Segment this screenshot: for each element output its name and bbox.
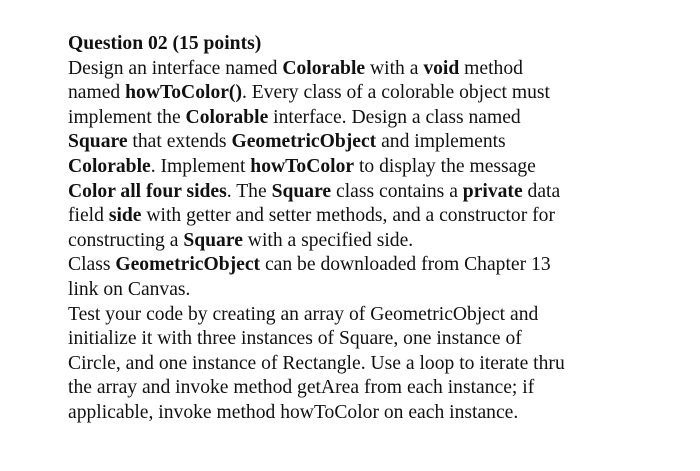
paragraph-test-instructions: [68, 303, 688, 426]
text-segment: and implements: [376, 131, 506, 153]
text-segment: that extends: [127, 131, 232, 153]
text-line: [68, 278, 688, 303]
text-line: [68, 229, 688, 254]
text-segment: method: [459, 57, 523, 79]
text-segment: to display the message: [354, 155, 536, 177]
text-segment: interface. Design a class named: [268, 106, 521, 128]
text-segment: with a: [365, 57, 424, 79]
bold-text: Square: [183, 229, 243, 251]
bold-text: Colorable: [282, 57, 366, 79]
bold-text: private: [462, 180, 523, 202]
bold-text: howToColor(): [125, 82, 242, 104]
text-line: [68, 327, 688, 352]
text-segment: Class: [68, 254, 116, 276]
text-line: [68, 352, 688, 377]
paragraph-interface-design: [68, 57, 688, 254]
bold-text: void: [423, 57, 460, 79]
text-segment: Design an interface named: [68, 57, 283, 79]
text-segment: constructing a: [68, 229, 184, 251]
text-segment: . Every class of a colorable object must: [242, 82, 550, 104]
paragraph-download-note: [68, 253, 688, 302]
text-line: [68, 180, 688, 205]
text-segment: with getter and setter methods, and a constructor for: [141, 205, 556, 227]
text-line: [68, 401, 688, 426]
text-segment: Circle, and one instance of Rectangle. Use a loop to iterate thru: [68, 352, 565, 374]
text-segment: class contains a: [331, 180, 463, 202]
question-title: Question 02 (15 points): [68, 33, 262, 54]
bold-text: howToColor: [250, 155, 355, 177]
text-segment: can be downloaded from Chapter 13: [260, 254, 551, 276]
bold-text: Square: [271, 180, 332, 202]
text-line: [68, 81, 688, 106]
text-segment: implement the: [68, 106, 186, 128]
text-line: [68, 204, 688, 229]
bold-text: Square: [68, 131, 128, 153]
text-line: [68, 155, 688, 180]
question-document: [68, 32, 688, 426]
bold-text: Colorable: [185, 106, 269, 128]
text-line: [68, 57, 688, 82]
bold-text: GeometricObject: [115, 254, 261, 276]
text-line: [68, 130, 688, 155]
text-line: [68, 106, 688, 131]
text-segment: link on Canvas.: [68, 278, 191, 300]
text-segment: applicable, invoke method howToColor on each instance.: [68, 401, 519, 423]
text-segment: . Implement: [150, 155, 251, 177]
text-segment: named: [68, 82, 126, 104]
text-line: [68, 253, 688, 278]
text-segment: data: [522, 180, 561, 202]
text-line: [68, 376, 688, 401]
bold-text: Color all four sides: [68, 180, 227, 202]
bold-text: GeometricObject: [231, 131, 377, 153]
text-line: [68, 303, 688, 328]
bold-text: Colorable: [68, 155, 151, 177]
text-segment: initialize it with three instances of Square, one instance of: [68, 328, 522, 350]
text-segment: field: [68, 205, 109, 227]
text-segment: the array and invoke method getArea from each instance; if: [68, 377, 535, 399]
text-segment: with a specified side.: [242, 229, 414, 251]
bold-text: side: [108, 205, 142, 227]
text-segment: Test your code by creating an array of GeometricObject and: [68, 303, 539, 325]
text-segment: . The: [226, 180, 272, 202]
